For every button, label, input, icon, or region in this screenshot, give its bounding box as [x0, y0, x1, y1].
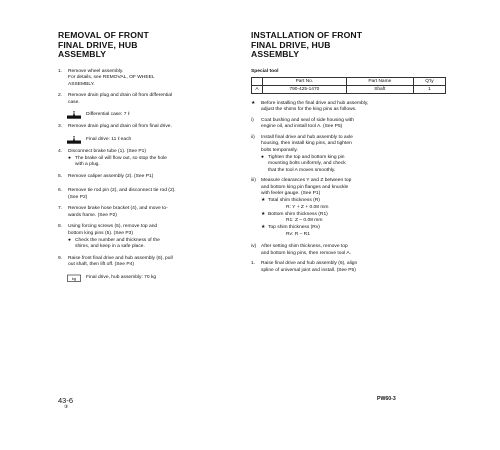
removal-step-7: 7. Remove brake hose bracket (4), and move to- wards frame. (See P2): [58, 206, 168, 218]
removal-step-8-bullet: ● Check the number and thickness of the shims, and keep in a safe place.: [68, 237, 160, 250]
removal-step-4-bullet: ● The brake oil will flow out, so stop the hole with a plug.: [68, 155, 167, 168]
removal-title-line-1: REMOVAL OF FRONT: [58, 30, 149, 40]
installation-title-line-2: FINAL DRIVE, HUB: [251, 39, 331, 50]
removal-step-6: 6. Remove tie rod pin (2), and disconnect tie rod (2). (See P2): [58, 188, 176, 200]
oil-note-differential: Differential case: 7 ℓ: [67, 111, 238, 119]
revision-mark: ③: [64, 405, 69, 410]
removal-title-line-2: FINAL DRIVE, HUB: [58, 39, 138, 50]
removal-step-1: 1. Remove wheel assembly. For details, see REMOVAL, OF WHEEL ASSEMBLY.: [58, 68, 155, 87]
installation-title-line-1: INSTALLATION OF FRONT: [251, 30, 363, 40]
table-row: A 790-425-1470 Shaft 1: [252, 85, 446, 93]
shim-step-i: i) Coat bushing and seal of side housing with engine oil, and install tool A. (See P5): [251, 117, 354, 130]
shim-step-ii-bullet: ● Tighten the top and bottom king pin mounting bolts uniformly, and check that the tool A moves smoothly.: [261, 154, 346, 173]
removal-step-5: 5. Remove caliper assembly (2). (See P1): [58, 173, 154, 179]
removal-step-3: 3. Remove drain plug and drain oil from final drive.: [58, 124, 172, 130]
removal-step-8: 8. Using forcing screws (5), remove top and bottom king pins (5). (See P3) ● Check the number and thickness of the shims, and keep in a safe place.: [58, 224, 238, 251]
shim-step-ii: ii) Install final drive and hub assembly to axle housing, then install king pins, and tighten bolts temporarily. ● Tighten the top and bottom king pin mounting bolts uniformly, and check that the tool A moves smoothly.: [251, 135, 451, 175]
oil-note-final-drive: Final drive: 11 ℓ each: [67, 136, 238, 144]
removal-step-9: 9. Raise front final drive and hub assembly (6), pull out shaft, then lift off. (See P4): [58, 255, 173, 268]
special-tool-heading: Special tool: [251, 68, 279, 74]
removal-section: [58, 31, 238, 287]
installation-step-1: 1. Raise final drive and hub assembly (6), align spline of universal joint and install. (See P5): [251, 261, 358, 273]
model-code: PW60-3: [377, 396, 396, 402]
top-shim-formula: ★ Top shim thickness (Rv) Rv: R – R1: [261, 225, 320, 237]
removal-step-4: 4. Disconnect brake tube (1). (See P1) ● The brake oil will flow out, so stop the hole with a plug.: [58, 149, 238, 169]
removal-title-line-3: ASSEMBLY: [58, 49, 107, 60]
weight-icon: [67, 274, 81, 282]
installation-section: [251, 31, 451, 278]
removal-title: [58, 31, 238, 60]
installation-title: [251, 31, 451, 60]
oil-can-icon: [67, 136, 81, 144]
shim-intro: ★ Before installing the final drive and hub assembly, adjust the shims for the king pins as follows.: [251, 100, 369, 113]
removal-step-2: 2. Remove drain plug and drain oil from differential case.: [58, 93, 173, 105]
svg-text:kg: kg: [71, 275, 77, 281]
table-header-row: Part No. Part Name Q'ty: [252, 77, 446, 85]
installation-title-line-3: ASSEMBLY: [251, 49, 300, 60]
special-tool-table: [251, 77, 446, 94]
total-shim-formula: ★ Total shim thickness (R) R: Y + Z + 0.08 mm: [261, 198, 329, 210]
oil-can-icon: [67, 111, 81, 119]
shim-step-iv: iv) After setting shim thickness, remove top and bottom king pins, then remove tool A.: [251, 244, 351, 256]
shim-step-iii: iii) Measure clearances Y and Z between top and bottom king pin flanges and knuckle with feeler gauge. (See P1) ★ Total shim thickness (R) R: Y + Z + 0.08 mm ★ Bottom shim thickness (R1) R1: Z – 0.08 mm ★ Top shim thickness (Rv) Rv: R – R1: [251, 178, 451, 238]
bottom-shim-formula: ★ Bottom shim thickness (R1) R1: Z – 0.08 mm: [261, 211, 328, 224]
page-number: 43-6 ③: [58, 396, 74, 410]
weight-note: kg Final drive, hub assembly: 70 kg: [67, 274, 238, 282]
